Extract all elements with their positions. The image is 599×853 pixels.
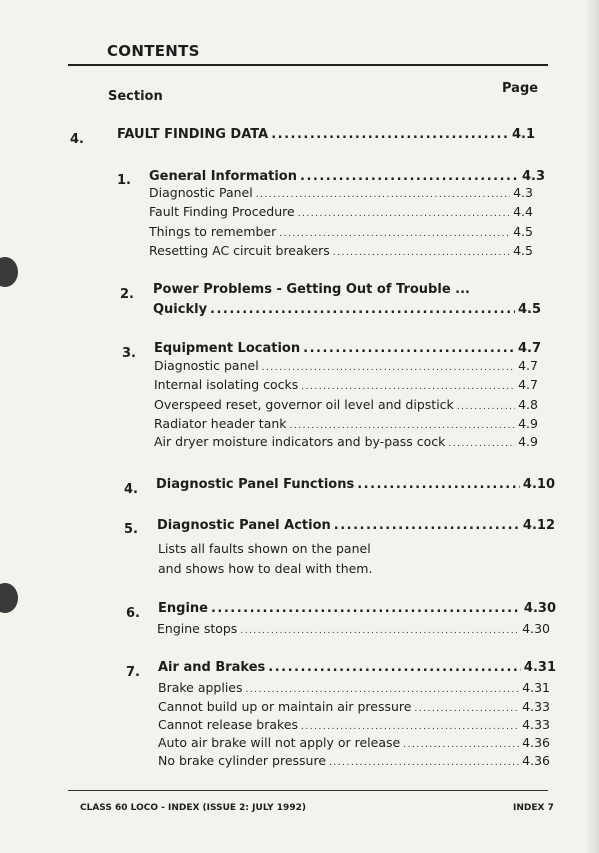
subsection-entry[interactable] (149, 204, 533, 219)
subsection-page: 4.9 (518, 416, 538, 431)
dot-leader (329, 753, 519, 768)
dot-leader (298, 204, 510, 219)
dot-leader (246, 680, 520, 695)
subsection-entry[interactable] (154, 434, 538, 449)
chapter-page: 4.1 (511, 127, 535, 142)
section-title: Engine (158, 601, 208, 616)
subsection-page: 4.4 (513, 204, 533, 219)
chapter-entry[interactable] (117, 127, 535, 142)
subsection-page: 4.5 (513, 243, 533, 258)
title-rule (68, 64, 548, 66)
section-page: 4.7 (517, 341, 541, 356)
subsection-entry[interactable] (158, 699, 550, 714)
dot-leader (334, 518, 520, 533)
section-number: 1. (117, 173, 131, 188)
subsection-entry[interactable] (158, 753, 550, 768)
section-page: 4.3 (521, 169, 545, 184)
subsection-page: 4.8 (518, 397, 538, 412)
subsection-entry[interactable] (154, 358, 538, 373)
subsection-label: Cannot release brakes (158, 717, 299, 732)
section-entry[interactable] (153, 302, 541, 317)
subsection-entry[interactable] (157, 621, 550, 636)
section-number: 7. (126, 665, 140, 680)
subsection-label: Resetting AC circuit breakers (149, 243, 330, 258)
chapter-title: FAULT FINDING DATA (117, 127, 269, 142)
dot-leader (403, 735, 519, 750)
punch-hole-lower (0, 583, 18, 613)
footer-page-label: INDEX 7 (513, 803, 554, 813)
subsection-page: 4.36 (522, 753, 550, 768)
section-entry[interactable] (156, 477, 555, 492)
section-entry[interactable] (157, 518, 555, 533)
dot-leader (262, 358, 515, 373)
section-page: 4.10 (522, 477, 555, 492)
section-page: 4.12 (522, 518, 555, 533)
subsection-label: Fault Finding Procedure (149, 204, 295, 219)
subsection-label: Overspeed reset, governor oil level and dipstick (154, 397, 454, 412)
section-title: Equipment Location (154, 341, 301, 356)
section-page: 4.5 (517, 302, 541, 317)
subsection-entry[interactable] (154, 377, 538, 392)
dot-leader (357, 477, 520, 492)
subsection-page: 4.33 (522, 699, 550, 714)
section-number: 2. (120, 287, 134, 302)
page-edge-shadow (585, 0, 599, 853)
section-number: 4. (124, 482, 138, 497)
dot-leader (301, 377, 515, 392)
subsection-page: 4.9 (518, 434, 538, 449)
subsection-entry[interactable] (154, 397, 538, 412)
subsection-label: Diagnostic panel (154, 358, 259, 373)
subsection-label: Engine stops (157, 621, 238, 636)
section-number: 3. (122, 346, 136, 361)
section-entry[interactable] (158, 601, 556, 616)
subsection-page: 4.31 (522, 680, 550, 695)
subsection-entry[interactable] (149, 185, 533, 200)
dot-leader (279, 224, 510, 239)
subsection-label: Internal isolating cocks (154, 377, 299, 392)
subsection-label: No brake cylinder pressure (158, 753, 327, 768)
dot-leader (256, 185, 510, 200)
subsection-entry[interactable] (158, 735, 550, 750)
dot-leader (301, 717, 519, 732)
section-page: 4.31 (523, 660, 556, 675)
subsection-entry[interactable] (158, 680, 550, 695)
chapter-number: 4. (70, 132, 84, 147)
section-title-line2: Quickly (153, 302, 208, 317)
dot-leader (448, 434, 515, 449)
dot-leader (211, 601, 521, 616)
subsection-entry[interactable] (158, 717, 550, 732)
section-title-line1 (153, 282, 470, 297)
page-title: CONTENTS (107, 42, 200, 60)
subsection-entry[interactable] (149, 243, 533, 258)
subsection-label: Auto air brake will not apply or release (158, 735, 401, 750)
subsection-page: 4.30 (522, 621, 550, 636)
section-note: Lists all faults shown on the panel (158, 541, 371, 556)
subsection-page: 4.7 (518, 358, 538, 373)
dot-leader (414, 699, 519, 714)
section-title: General Information (149, 169, 297, 184)
section-title: Air and Brakes (158, 660, 266, 675)
subsection-label: Things to remember (149, 224, 277, 239)
dot-leader (303, 341, 515, 356)
section-title: Power Problems - Getting Out of Trouble ... (153, 282, 470, 297)
subsection-page: 4.3 (513, 185, 533, 200)
section-page: 4.30 (523, 601, 556, 616)
dot-leader (333, 243, 510, 258)
subsection-entry[interactable] (154, 416, 538, 431)
page-column-header: Page (502, 81, 539, 96)
dot-leader (240, 621, 519, 636)
subsection-label: Air dryer moisture indicators and by-pass cock (154, 434, 446, 449)
punch-hole-upper (0, 257, 18, 287)
section-entry[interactable] (158, 660, 556, 675)
section-entry[interactable] (149, 169, 545, 184)
subsection-page: 4.33 (522, 717, 550, 732)
footer-document-id: CLASS 60 LOCO - INDEX (ISSUE 2: JULY 1992) (80, 803, 306, 813)
footer-rule (68, 790, 548, 791)
section-number: 6. (126, 606, 140, 621)
section-entry[interactable] (154, 341, 541, 356)
subsection-page: 4.7 (518, 377, 538, 392)
subsection-label: Diagnostic Panel (149, 185, 253, 200)
section-title: Diagnostic Panel Functions (156, 477, 355, 492)
subsection-label: Radiator header tank (154, 416, 287, 431)
dot-leader (300, 169, 519, 184)
subsection-page: 4.36 (522, 735, 550, 750)
section-number: 5. (124, 522, 138, 537)
subsection-label: Cannot build up or maintain air pressure (158, 699, 412, 714)
section-column-header: Section (108, 89, 163, 104)
subsection-label: Brake applies (158, 680, 243, 695)
dot-leader (268, 660, 521, 675)
subsection-entry[interactable] (149, 224, 533, 239)
dot-leader (271, 127, 509, 142)
dot-leader (290, 416, 516, 431)
subsection-page: 4.5 (513, 224, 533, 239)
section-title: Diagnostic Panel Action (157, 518, 331, 533)
section-note: and shows how to deal with them. (158, 561, 373, 576)
dot-leader (210, 302, 515, 317)
dot-leader (457, 397, 515, 412)
